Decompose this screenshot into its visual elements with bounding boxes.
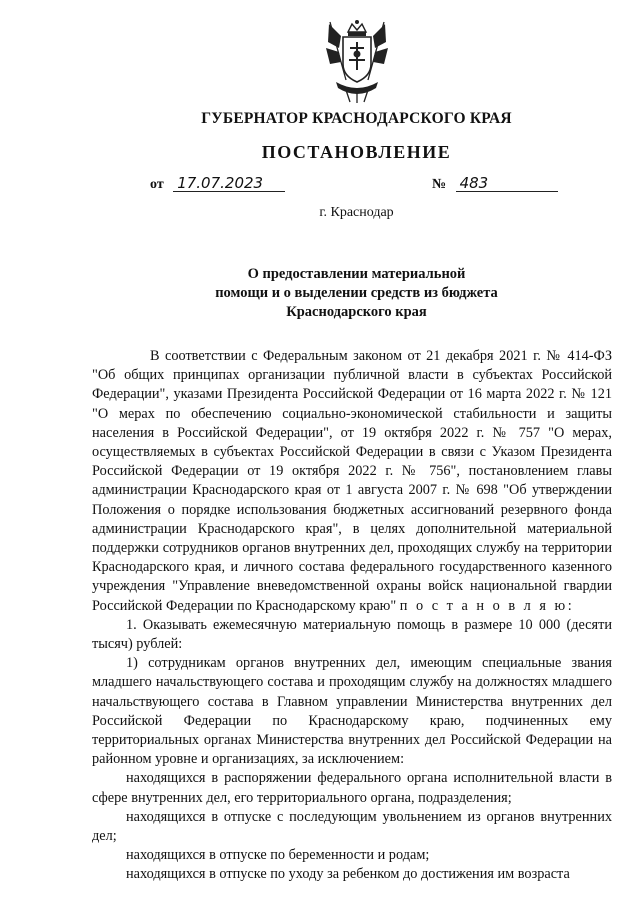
date-value: 17.07.2023 (173, 175, 285, 192)
coat-of-arms-icon (324, 18, 390, 104)
subject-line: помощи и о выделении средств из бюджета (215, 285, 498, 301)
number-field (432, 175, 558, 193)
date-field (150, 175, 285, 193)
subitem-paragraph: 1) сотрудникам органов внутренних дел, имеющим специальные звания младшего начальствующего состава и проходящим службу на должностях младшего начальствующего состава в Главном управлении Министерства внутренних дел Российской Федерации по Краснодарскому краю, подчиненных ему территориальных органах Министерства внутренних дел Российской Федерации на районном уровне и организациях, за исключением: (92, 655, 612, 768)
number-value: 483 (456, 175, 558, 192)
document-type-title: ПОСТАНОВЛЕНИЕ (261, 142, 452, 162)
issuing-authority: ГУБЕРНАТОР КРАСНОДАРСКОГО КРАЯ (201, 110, 512, 127)
exception-paragraph: находящихся в отпуске по беременности и родам; (126, 847, 430, 864)
date-label: от (150, 177, 164, 192)
city-line: г. Краснодар (319, 205, 394, 220)
exception-paragraph: находящихся в отпуске по уходу за ребенком до достижения им возраста (126, 866, 570, 883)
number-label: № (432, 177, 447, 192)
preamble-text: В соответствии с Федеральным законом от 21 декабря 2021 г. № 414-ФЗ "Об общих принципах организации публичной власти в субъектах Российской Федерации", указами Президента Российской Федерации от 16 марта 2022 г. № 121 "О мерах по обеспечению социально-экономической стабильности и защиты населения в Российской Федерации", от 19 октября 2022 г. № 757 "О мерах, осуществляемых в субъектах Российской Федерации в связи с Указом Президента Российской Федерации от 19 октября 2022 г. № 756", постановлением главы администрации Краснодарского края от 1 августа 2007 г. № 698 "Об утверждении Положения о порядке использования бюджетных ассигнований резервного фонда администрации Краснодарского края", в целях дополнительной материальной поддержки сотрудников органов внутренних дел, проходящих службу на территории Краснодарского края, и личного состава федерального государственного казенного учреждения "Управление вневедомственной охраны войск национальной гвардии Российской Федерации по Краснодарскому краю" (92, 348, 612, 614)
exception-paragraph: находящихся в отпуске с последующим увольнением из органов внутренних дел; (92, 808, 612, 845)
document-subject (0, 265, 640, 322)
item-paragraph: 1. Оказывать ежемесячную материальную помощь в размере 10 000 (десяти тысяч) рублей: (92, 616, 612, 653)
subject-line: Краснодарского края (286, 304, 427, 320)
subject-line: О предоставлении материальной (247, 266, 466, 282)
preamble-paragraph (92, 347, 612, 616)
decree-word: п о с т а н о в л я ю: (399, 597, 575, 614)
exception-paragraph: находящихся в распоряжении федерального органа исполнительной власти в сфере внутренних дел, его территориального органа, подразделения; (92, 770, 612, 806)
document-body (92, 347, 612, 885)
